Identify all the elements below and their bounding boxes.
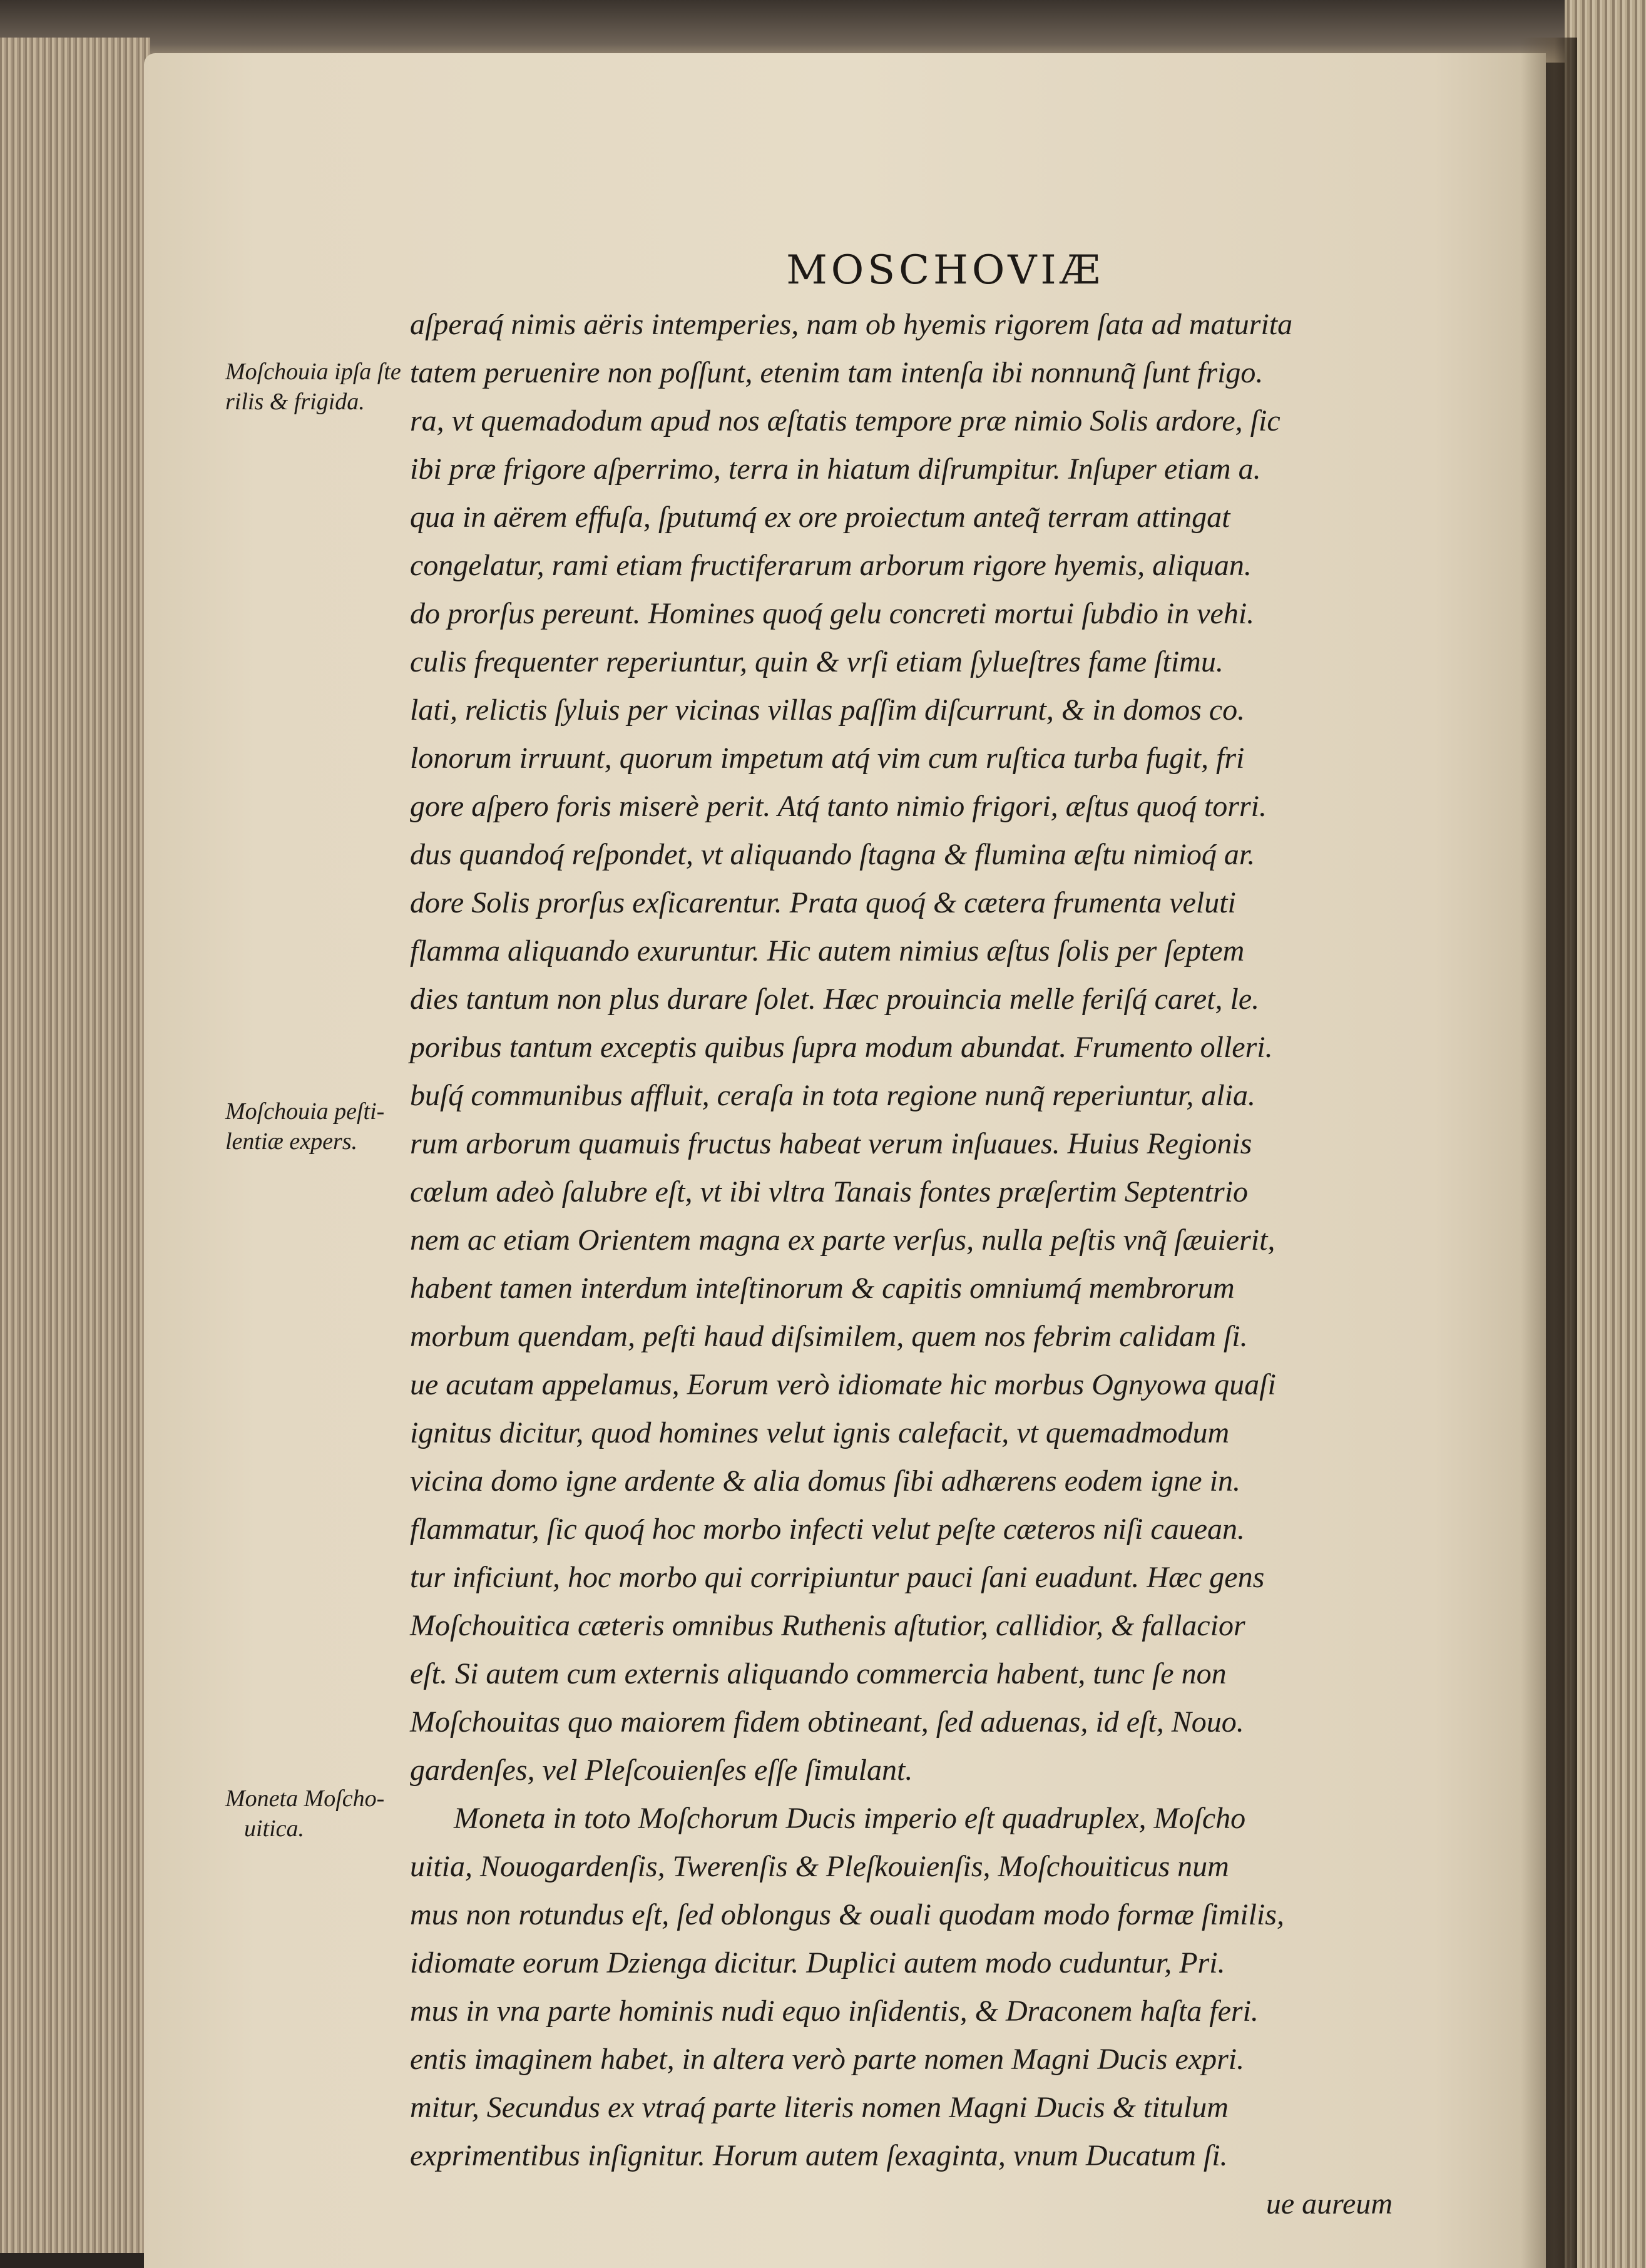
text-line: vicina domo igne ardente & alia domus ſibi adhærens eodem igne in. — [410, 1464, 1240, 1498]
margin-note-2 — [225, 1096, 413, 1157]
text-line: dore Solis prorſus exſicarentur. Prata quoq́ & cætera frumenta veluti — [410, 886, 1236, 919]
text-line: tur inficiunt, hoc morbo qui corripiuntur pauci ſani euadunt. Hæc gens — [410, 1561, 1265, 1594]
text-line: ignitus dicitur, quod homines velut ignis calefacit, vt quemadmodum — [410, 1416, 1230, 1449]
text-line: rum arborum quamuis fructus habeat verum inſuaues. Huius Regionis — [410, 1127, 1252, 1160]
text-line: entis imaginem habet, in altera verò parte nomen Magni Ducis expri. — [410, 2043, 1245, 2076]
body-text — [410, 300, 1399, 2228]
text-line: flammatur, ſic quoq́ hoc morbo infecti velut peſte cæteros niſi cauean. — [410, 1513, 1245, 1546]
text-line: flamma aliquando exuruntur. Hic autem nimius æſtus ſolis per ſeptem — [410, 934, 1245, 968]
text-line: lonorum irruunt, quorum impetum atq́ vim cum ruſtica turba fugit, fri — [410, 742, 1245, 775]
text-line: ue aureum — [1265, 2187, 1393, 2220]
text-line: Moſchouitica cæteris omnibus Ruthenis aſtutior, callidior, & fallacior — [410, 1609, 1245, 1642]
text-line: mus non rotundus eſt, ſed oblongus & ouali quodam modo formæ ſimilis, — [410, 1898, 1284, 1931]
text-line: qua in aërem effuſa, ſputumq́ ex ore proiectum anteq̃ terram attingat — [410, 501, 1230, 534]
margin-note-line: rilis & frigida. — [225, 389, 365, 415]
page-gutter-shadow — [1521, 38, 1577, 2268]
text-line: mitur, Secundus ex vtraq́ parte literis nomen Magni Ducis & titulum — [410, 2091, 1229, 2124]
text-line: lati, relictis ſyluis per vicinas villas paſſim diſcurrunt, & in domos co. — [410, 693, 1245, 727]
text-line: tatem peruenire non poſſunt, etenim tam intenſa ibi nonnunq̃ ſunt frigo. — [410, 356, 1264, 389]
text-line: mus in vna parte hominis nudi equo inſidentis, & Draconem haſta feri. — [410, 1995, 1259, 2028]
margin-note-1 — [225, 357, 413, 417]
text-line: habent tamen interdum inteſtinorum & capitis omniumq́ membrorum — [410, 1272, 1235, 1305]
text-line: morbum quendam, peſti haud diſsimilem, quem nos febrim calidam ſi. — [410, 1320, 1248, 1353]
text-line: congelatur, rami etiam fructiferarum arborum rigore hyemis, aliquan. — [410, 549, 1252, 582]
margin-note-line: Moneta Moſcho- — [225, 1785, 385, 1812]
text-line: ra, vt quemadodum apud nos æſtatis tempore præ nimio Solis ardore, ſic — [410, 404, 1281, 437]
text-line: gore aſpero foris miserè perit. Atq́ tanto nimio frigori, æſtus quoq́ torri. — [410, 790, 1267, 823]
margin-note-line: uitica. — [244, 1816, 305, 1842]
text-line: do prorſus pereunt. Homines quoq́ gelu concreti mortui ſubdio in vehi. — [410, 597, 1255, 630]
text-line: buſq́ communibus affluit, ceraſa in tota regione nunq̃ reperiuntur, alia. — [410, 1079, 1256, 1112]
text-line: aſperaq́ nimis aëris intemperies, nam ob hyemis rigorem ſata ad maturita — [410, 308, 1293, 341]
text-line: poribus tantum exceptis quibus ſupra modum abundat. Frumento olleri. — [410, 1031, 1273, 1064]
text-line: gardenſes, vel Pleſcouienſes eſſe ſimulant. — [410, 1754, 913, 1787]
text-line: Moſchouitas quo maiorem fidem obtineant, ſed aduenas, id eſt, Nouo. — [410, 1705, 1244, 1739]
text-line: cœlum adeò ſalubre eſt, vt ibi vltra Tanais fontes præſertim Septentrio — [410, 1175, 1249, 1208]
text-line: eſt. Si autem cum externis aliquando commercia habent, tunc ſe non — [410, 1657, 1227, 1690]
text-line: ibi præ frigore aſperrimo, terra in hiatum diſrumpitur. Inſuper etiam a. — [410, 452, 1261, 486]
text-line: Moneta in toto Moſchorum Ducis imperio eſt quadruplex, Moſcho — [454, 1802, 1246, 1835]
margin-note-line: Moſchouia peſti- — [225, 1098, 385, 1125]
text-line: dies tantum non plus durare ſolet. Hæc prouincia melle feriſq́ caret, le. — [410, 983, 1260, 1016]
text-line: ue acutam appelamus, Eorum verò idiomate hic morbus Ognyowa quaſi — [410, 1368, 1276, 1401]
running-head: MOSCHOVIÆ — [786, 247, 1104, 294]
text-line: uitia, Nouogardenſis, Twerenſis & Pleſkouienſis, Moſchouiticus num — [410, 1850, 1229, 1883]
book-left-page-edges — [0, 38, 150, 2253]
text-line: dus quandoq́ reſpondet, vt aliquando ſtagna & flumina æſtu nimioq́ ar. — [410, 838, 1255, 871]
text-line: idiomate eorum Dzienga dicitur. Duplici autem modo cuduntur, Pri. — [410, 1946, 1225, 1979]
margin-note-line: lentiæ expers. — [225, 1128, 358, 1155]
text-line: culis frequenter reperiuntur, quin & vrſi etiam ſylueſtres fame ſtimu. — [410, 645, 1224, 678]
text-line: exprimentibus inſignitur. Horum autem ſexaginta, vnum Ducatum ſi. — [410, 2139, 1228, 2172]
text-line: nem ac etiam Orientem magna ex parte verſus, nulla peſtis vnq̃ ſæuierit, — [410, 1223, 1275, 1257]
margin-note-line: Moſchouia ipſa ſte — [225, 359, 401, 385]
margin-note-3 — [225, 1784, 413, 1844]
